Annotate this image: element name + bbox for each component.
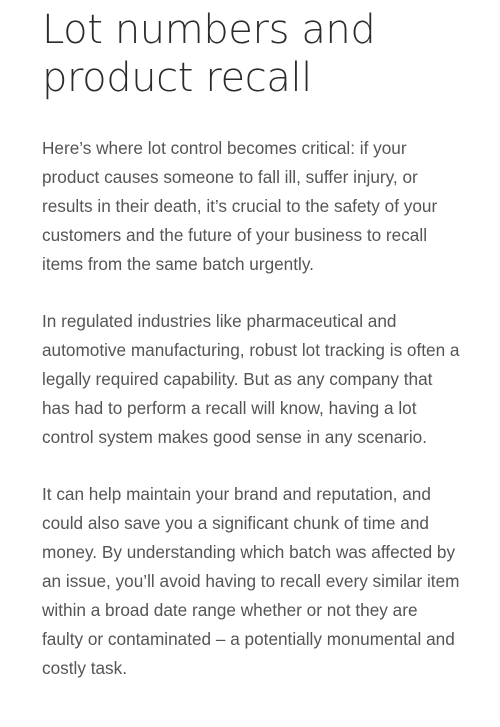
- paragraph-brand-reputation: It can help maintain your brand and reputation, and could also save you a significant chunk of time and money. By understanding which batch was affected by an issue, you’ll avoid having to recall every similar item within a broad date range whether or not they are faulty or contaminated – a potentially monumental and costly task.: [42, 484, 460, 678]
- article-title: Lot numbers and product recall: [42, 7, 376, 101]
- paragraph-regulated-industries: In regulated industries like pharmaceutical and automotive manufacturing, robust lot tracking is often a legally required capability. But as any company that has had to perform a recall will know, having a lot control system makes good sense in any scenario.: [42, 311, 460, 447]
- article: [42, 0, 462, 683]
- paragraph-lot-control-critical: Here’s where lot control becomes critical: if your product causes someone to fall ill, suffer injury, or results in their death, it’s crucial to the safety of your customers and the future of your business to recall items from the same batch urgently.: [42, 138, 438, 274]
